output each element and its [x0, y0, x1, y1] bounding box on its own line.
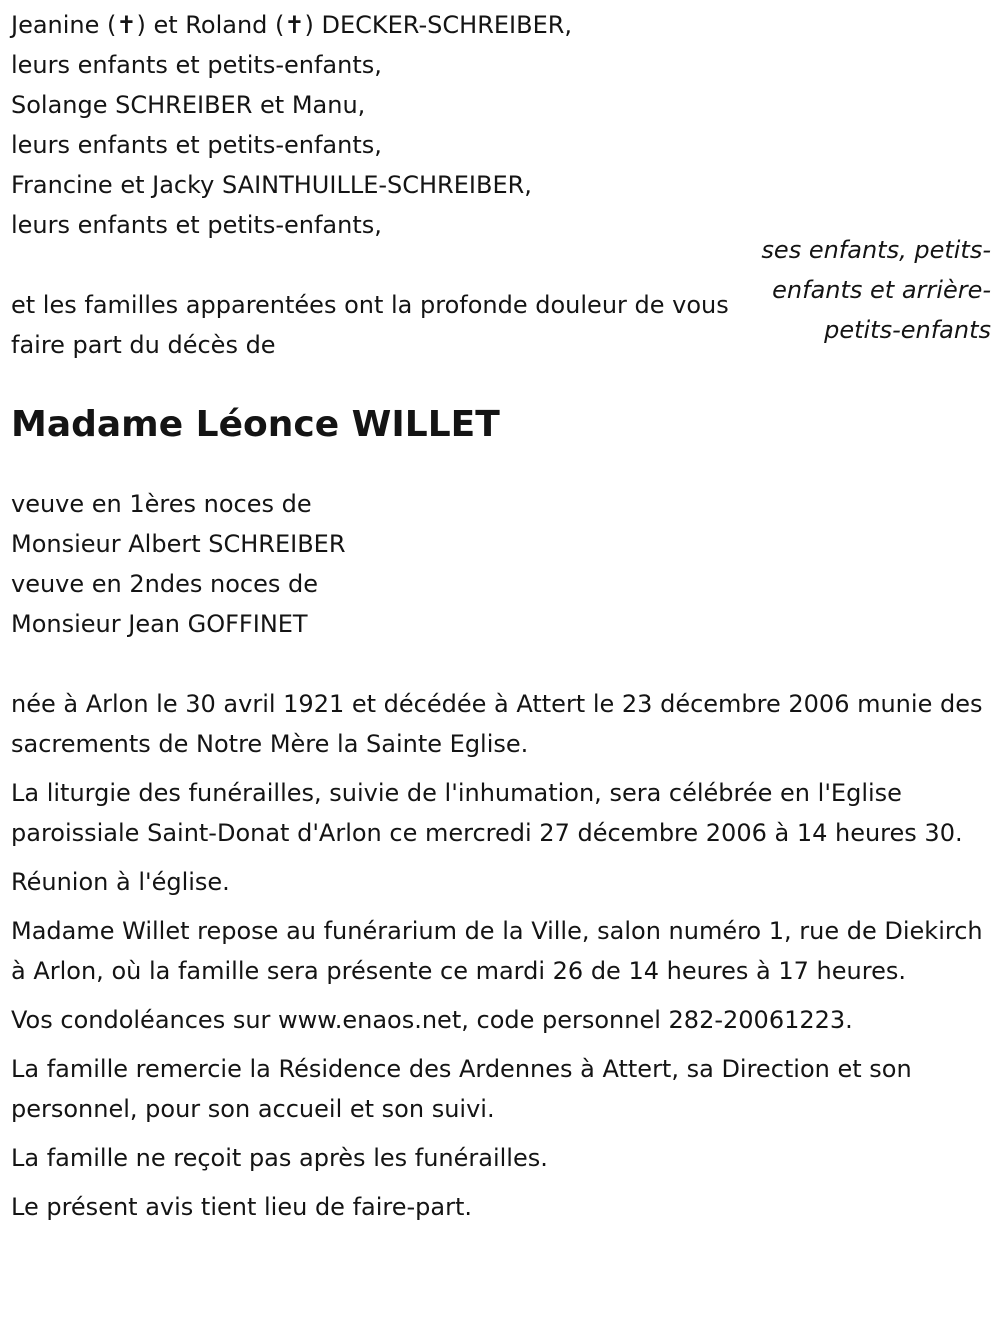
birth-death-paragraph: née à Arlon le 30 avril 1921 et décédée à Attert le 23 décembre 2006 munie des sacrements de Notre Mère la Sainte Eglise.	[11, 690, 983, 758]
marriage-line: Monsieur Albert SCHREIBER	[11, 530, 346, 558]
family-line: Jeanine (✝) et Roland (✝) DECKER-SCHREIBER,	[11, 11, 573, 39]
details-section	[11, 684, 991, 1227]
notice-paragraph: Le présent avis tient lieu de faire-part.	[11, 1193, 473, 1221]
reception-paragraph: La famille ne reçoit pas après les funérailles.	[11, 1144, 548, 1172]
grandchildren-note: ses enfants, petits-enfants et arrière-petits-enfants	[761, 236, 991, 344]
condolences-paragraph: Vos condoléances sur www.enaos.net, code personnel 282-20061223.	[11, 1006, 853, 1034]
funerarium-paragraph: Madame Willet repose au funérarium de la Ville, salon numéro 1, rue de Diekirch à Arlon, où la famille sera présente ce mardi 26 de 14 heures à 17 heures.	[11, 917, 983, 985]
family-line: Solange SCHREIBER et Manu,	[11, 91, 366, 119]
funeral-paragraph: La liturgie des funérailles, suivie de l'inhumation, sera célébrée en l'Eglise paroissiale Saint-Donat d'Arlon ce mercredi 27 décembre 2006 à 14 heures 30.	[11, 779, 963, 847]
thanks-paragraph: La famille remercie la Résidence des Ardennes à Attert, sa Direction et son personnel, pour son accueil et son suivi.	[11, 1055, 912, 1123]
family-line: leurs enfants et petits-enfants,	[11, 211, 382, 239]
family-line: leurs enfants et petits-enfants,	[11, 51, 382, 79]
meeting-paragraph: Réunion à l'église.	[11, 868, 230, 896]
family-line: leurs enfants et petits-enfants,	[11, 131, 382, 159]
marriage-line: veuve en 1ères noces de	[11, 490, 312, 518]
marriage-line: Monsieur Jean GOFFINET	[11, 610, 308, 638]
intro-text: et les familles apparentées ont la profonde douleur de vous faire part du décès de	[11, 291, 729, 359]
marriage-list	[11, 484, 991, 644]
deceased-name: Madame Léonce WILLET	[11, 404, 500, 445]
family-line: Francine et Jacky SAINTHUILLE-SCHREIBER,	[11, 171, 532, 199]
marriage-line: veuve en 2ndes noces de	[11, 570, 318, 598]
obituary-notice	[11, 5, 991, 1227]
